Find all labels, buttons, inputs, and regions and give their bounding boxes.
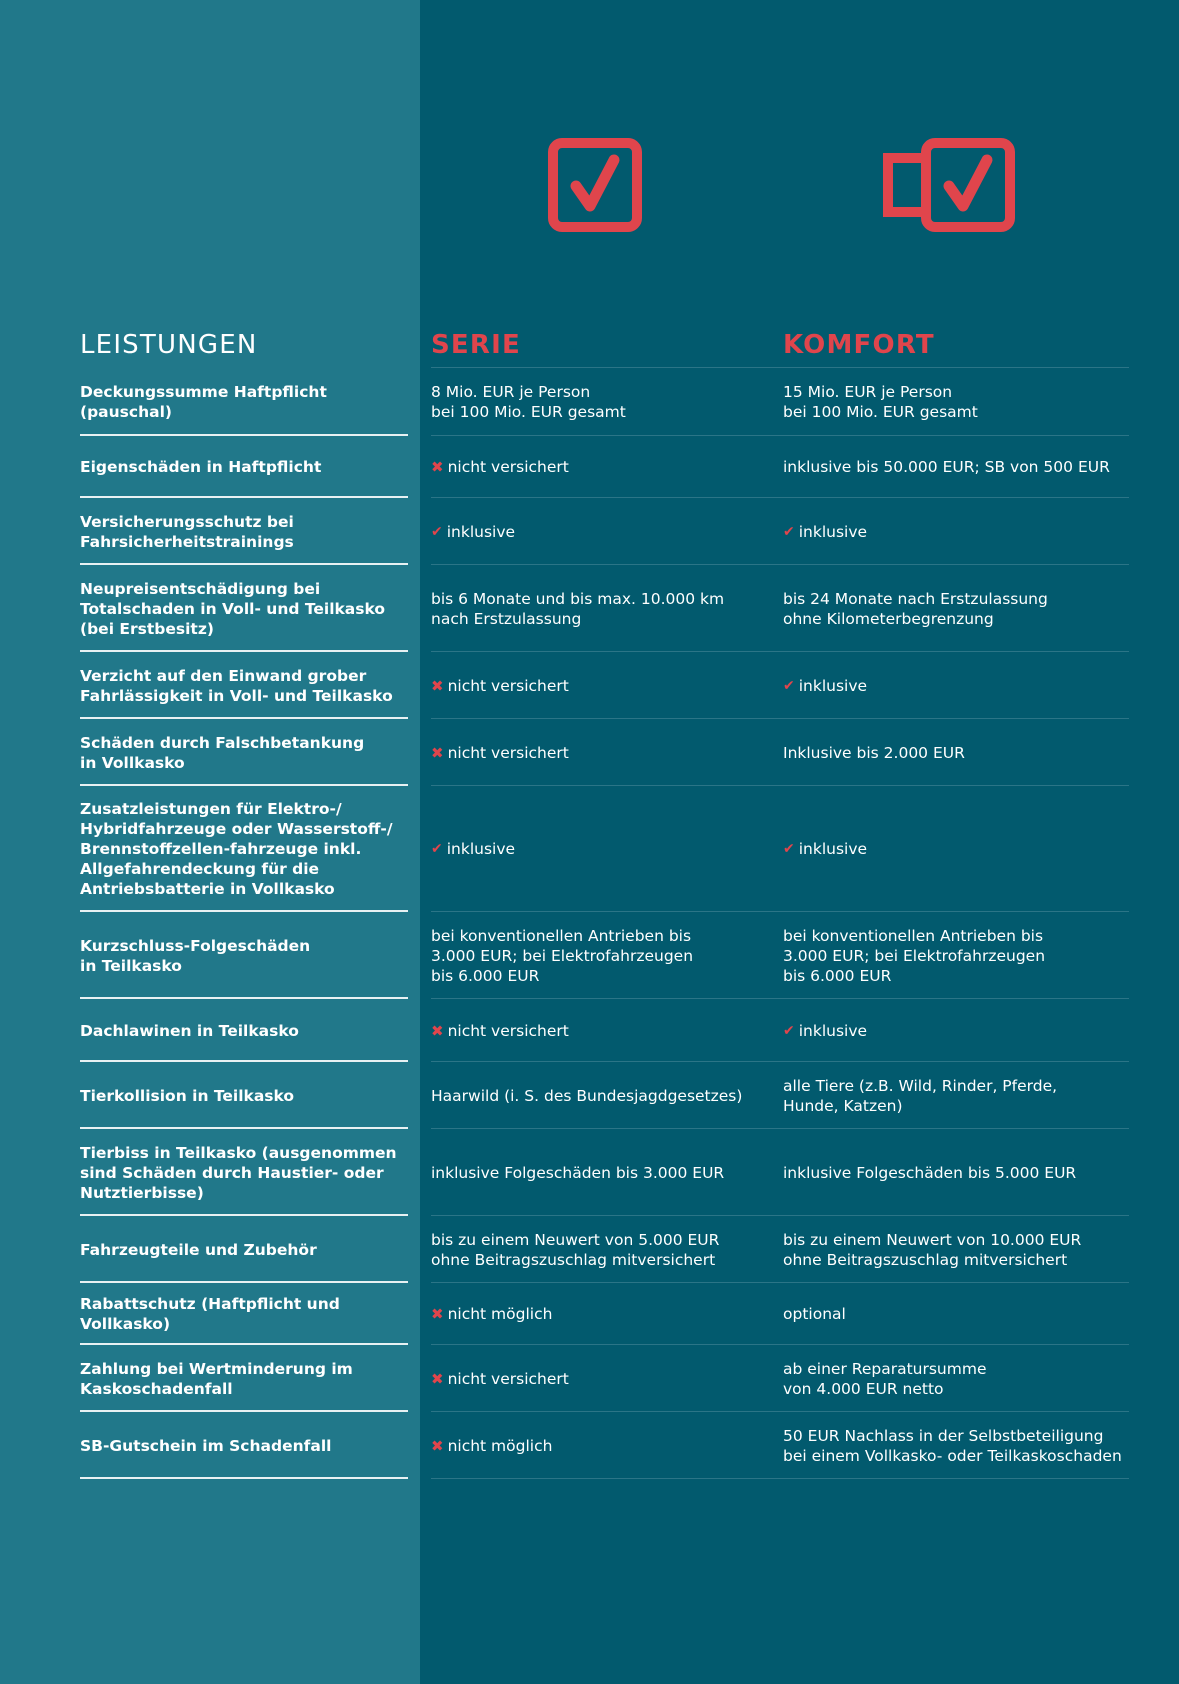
serie-value: nicht versichert (447, 676, 569, 695)
table-row (0, 368, 1179, 436)
check-icon: ✔ (783, 841, 795, 857)
leistung-cell (80, 1216, 410, 1283)
komfort-value: inklusive (798, 676, 868, 695)
serie-cell (431, 1062, 771, 1129)
serie-cell (431, 1412, 771, 1479)
cross-icon: ✖ (431, 1305, 444, 1323)
leistung-cell (80, 1345, 410, 1412)
comparison-table (0, 322, 1179, 1479)
leistung-cell (80, 719, 410, 786)
serie-cell (431, 1216, 771, 1283)
serie-value: bis zu einem Neuwert von 5.000 EUR ohne Beitragszuschlag mitversichert (431, 1230, 720, 1269)
table-row (0, 1412, 1179, 1479)
komfort-value: 50 EUR Nachlass in der Selbstbeteiligung bei einem Vollkasko- oder Teilkaskoschaden (783, 1426, 1122, 1465)
check-icon: ✔ (431, 523, 443, 540)
leistung-cell (80, 368, 410, 436)
table-row (0, 652, 1179, 719)
komfort-value: bei konventionellen Antrieben bis 3.000 EUR; bei Elektrofahrzeugen bis 6.000 EUR (783, 926, 1046, 985)
komfort-value: bis 24 Monate nach Erstzulassung ohne Kilometerbegrenzung (783, 589, 1048, 628)
komfort-value: inklusive (798, 522, 868, 541)
row-label: Neupreisentschädigung bei Totalschaden in Voll- und Teilkasko (bei Erstbesitz) (80, 579, 386, 638)
serie-cell (431, 912, 771, 999)
serie-cell (431, 436, 771, 498)
cross-icon: ✖ (431, 1369, 444, 1388)
table-row (0, 719, 1179, 786)
table-row (0, 1345, 1179, 1412)
komfort-value: optional (783, 1305, 846, 1323)
serie-value: nicht versichert (447, 743, 569, 762)
leistung-cell (80, 1129, 410, 1216)
komfort-cell (783, 1129, 1143, 1216)
serie-value: 8 Mio. EUR je Person bei 100 Mio. EUR gesamt (431, 383, 626, 421)
row-label: Verzicht auf den Einwand grober Fahrlässigkeit in Voll- und Teilkasko (80, 666, 393, 705)
serie-cell (431, 1345, 771, 1412)
check-icon: ✔ (783, 523, 795, 540)
komfort-cell (783, 498, 1143, 565)
serie-cell (431, 565, 771, 652)
serie-value: nicht möglich (447, 1305, 553, 1323)
serie-cell (431, 786, 771, 912)
komfort-cell (783, 786, 1143, 912)
check-icon: ✔ (783, 1022, 795, 1039)
komfort-cell (783, 1345, 1143, 1412)
komfort-cell (783, 1062, 1143, 1129)
serie-value: bei konventionellen Antrieben bis 3.000 EUR; bei Elektrofahrzeugen bis 6.000 EUR (431, 926, 694, 985)
table-row (0, 999, 1179, 1062)
double-checkbox-icon (878, 138, 1016, 232)
cross-icon: ✖ (431, 1021, 444, 1040)
row-label: Versicherungsschutz bei Fahrsicherheitstrainings (80, 512, 294, 551)
komfort-value: ab einer Reparatursumme von 4.000 EUR netto (783, 1359, 987, 1398)
serie-value: nicht möglich (447, 1436, 553, 1455)
komfort-cell (783, 565, 1143, 652)
leistung-cell (80, 912, 410, 999)
check-icon: ✔ (431, 841, 443, 857)
komfort-cell (783, 912, 1143, 999)
table-row (0, 565, 1179, 652)
cross-icon: ✖ (431, 458, 444, 476)
row-label: Fahrzeugteile und Zubehör (80, 1240, 317, 1259)
serie-cell (431, 498, 771, 565)
header-komfort: KOMFORT (783, 330, 935, 360)
table-row (0, 786, 1179, 912)
komfort-value: alle Tiere (z.B. Wild, Rinder, Pferde, Hunde, Katzen) (783, 1076, 1058, 1115)
single-checkbox-icon (548, 138, 642, 232)
table-row (0, 1216, 1179, 1283)
serie-value: nicht versichert (447, 1369, 569, 1388)
table-row (0, 498, 1179, 565)
leistung-cell (80, 786, 410, 912)
row-label: Eigenschäden in Haftpflicht (80, 458, 322, 476)
serie-value: inklusive (446, 522, 516, 541)
leistung-cell (80, 1412, 410, 1479)
komfort-cell (783, 652, 1143, 719)
table-row (0, 912, 1179, 999)
serie-cell (431, 1129, 771, 1216)
serie-cell (431, 1283, 771, 1345)
divider (431, 1478, 1129, 1479)
cross-icon: ✖ (431, 1436, 444, 1455)
serie-value: Haarwild (i. S. des Bundesjagdgesetzes) (431, 1086, 743, 1105)
komfort-value: inklusive Folgeschäden bis 5.000 EUR (783, 1163, 1077, 1182)
leistung-cell (80, 565, 410, 652)
check-icon: ✔ (783, 677, 795, 694)
leistung-cell (80, 436, 410, 498)
komfort-value: inklusive (798, 840, 868, 858)
row-label: Zahlung bei Wertminderung im Kaskoschadenfall (80, 1359, 353, 1398)
row-label: Kurzschluss-Folgeschäden in Teilkasko (80, 936, 311, 975)
cross-icon: ✖ (431, 743, 444, 762)
table-header (0, 322, 1179, 368)
serie-value: inklusive Folgeschäden bis 3.000 EUR (431, 1163, 725, 1182)
serie-cell (431, 652, 771, 719)
komfort-cell (783, 436, 1143, 498)
divider (80, 1477, 408, 1479)
komfort-cell (783, 719, 1143, 786)
row-label: Zusatzleistungen für Elektro-/ Hybridfahrzeuge oder Wasserstoff-/ Brennstoffzellen-fahrzeuge inkl. Allgefahrendeckung für die Antriebsbatterie in Vollkasko (80, 800, 393, 898)
header-leistungen: LEISTUNGEN (80, 330, 258, 360)
header-serie: SERIE (431, 330, 521, 360)
leistung-cell (80, 999, 410, 1062)
table-row (0, 1283, 1179, 1345)
komfort-value: inklusive bis 50.000 EUR; SB von 500 EUR (783, 458, 1110, 476)
komfort-value: inklusive (798, 1021, 868, 1040)
row-label: Schäden durch Falschbetankung in Vollkasko (80, 733, 365, 772)
table-body (0, 368, 1179, 1479)
komfort-cell (783, 1216, 1143, 1283)
row-label: Dachlawinen in Teilkasko (80, 1021, 299, 1040)
leistung-cell (80, 498, 410, 565)
row-label: Tierbiss in Teilkasko (ausgenommen sind Schäden durch Haustier- oder Nutztierbisse) (80, 1143, 397, 1202)
serie-value: nicht versichert (447, 1021, 569, 1040)
komfort-cell (783, 1283, 1143, 1345)
serie-cell (431, 719, 771, 786)
serie-value: nicht versichert (447, 458, 569, 476)
serie-cell (431, 368, 771, 436)
leistung-cell (80, 1062, 410, 1129)
row-label: Rabattschutz (Haftpflicht und Vollkasko) (80, 1295, 340, 1333)
komfort-cell (783, 999, 1143, 1062)
row-label: Tierkollision in Teilkasko (80, 1086, 295, 1105)
leistung-cell (80, 652, 410, 719)
komfort-cell (783, 368, 1143, 436)
serie-cell (431, 999, 771, 1062)
serie-value: inklusive (446, 840, 516, 858)
row-label: Deckungssumme Haftpflicht (pauschal) (80, 383, 327, 421)
komfort-value: 15 Mio. EUR je Person bei 100 Mio. EUR gesamt (783, 383, 978, 421)
komfort-value: bis zu einem Neuwert von 10.000 EUR ohne Beitragszuschlag mitversichert (783, 1230, 1082, 1269)
row-label: SB-Gutschein im Schadenfall (80, 1436, 332, 1455)
table-row (0, 1129, 1179, 1216)
cross-icon: ✖ (431, 676, 444, 695)
table-row (0, 1062, 1179, 1129)
komfort-cell (783, 1412, 1143, 1479)
leistung-cell (80, 1283, 410, 1345)
table-row (0, 436, 1179, 498)
serie-value: bis 6 Monate und bis max. 10.000 km nach Erstzulassung (431, 589, 725, 628)
komfort-value: Inklusive bis 2.000 EUR (783, 743, 965, 762)
